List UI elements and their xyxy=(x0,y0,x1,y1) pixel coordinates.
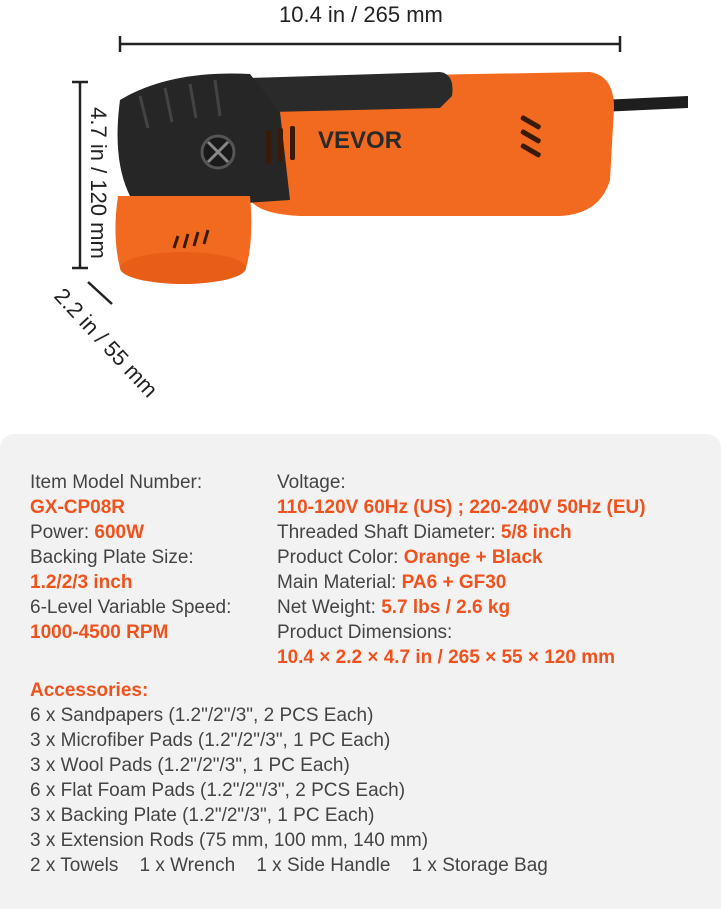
shaft-diameter-label: Threaded Shaft Diameter: xyxy=(277,522,501,543)
accessory-item: 6 x Sandpapers (1.2"/2"/3", 2 PCS Each) xyxy=(30,705,374,726)
backing-plate-label: Backing Plate Size: xyxy=(30,547,194,568)
product-photo xyxy=(0,0,721,430)
product-dimensions-value: 10.4 × 2.2 × 4.7 in / 265 × 55 × 120 mm xyxy=(277,647,616,668)
product-dimensions-label: Product Dimensions: xyxy=(277,622,453,643)
shaft-diameter-spec xyxy=(277,521,572,545)
main-material-spec xyxy=(277,571,506,595)
net-weight-spec xyxy=(277,596,510,620)
model-number-label: Item Model Number: xyxy=(30,472,203,493)
accessory-item: 3 x Extension Rods (75 mm, 100 mm, 140 mm) xyxy=(30,830,429,851)
variable-speed-label: 6-Level Variable Speed: xyxy=(30,597,232,618)
brand-logo: VEVOR xyxy=(318,127,403,154)
power-value: 600W xyxy=(94,522,145,543)
accessory-item: 3 x Backing Plate (1.2"/2"/3", 1 PC Each) xyxy=(30,805,375,826)
accessory-item: 6 x Flat Foam Pads (1.2"/2"/3", 2 PCS Each) xyxy=(30,780,406,801)
power-spec xyxy=(30,521,144,545)
shaft-diameter-value: 5/8 inch xyxy=(500,522,572,543)
main-material-label: Main Material: xyxy=(277,572,402,593)
height-dimension-label: 4.7 in / 120 mm xyxy=(85,107,111,259)
net-weight-value: 5.7 lbs / 2.6 kg xyxy=(381,597,511,618)
product-color-spec xyxy=(277,546,543,570)
length-dimension-label: 10.4 in / 265 mm xyxy=(279,2,443,27)
variable-speed-value: 1000-4500 RPM xyxy=(30,622,169,643)
product-color-value: Orange + Black xyxy=(403,547,543,568)
main-material-value: PA6 + GF30 xyxy=(401,572,507,593)
voltage-label: Voltage: xyxy=(277,472,346,493)
net-weight-label: Net Weight: xyxy=(277,597,382,618)
accessories-title: Accessories: xyxy=(30,680,149,701)
width-dimension-label: 2.2 in / 55 mm xyxy=(49,283,163,403)
backing-plate-value: 1.2/2/3 inch xyxy=(30,572,133,593)
power-label: Power: xyxy=(30,522,95,543)
voltage-value: 110-120V 60Hz (US) ; 220-240V 50Hz (EU) xyxy=(277,497,646,518)
accessory-item: 3 x Microfiber Pads (1.2"/2"/3", 1 PC Each) xyxy=(30,730,391,751)
product-color-label: Product Color: xyxy=(277,547,404,568)
accessory-item: 2 x Towels 1 x Wrench 1 x Side Handle 1 x Storage Bag xyxy=(30,855,548,876)
model-number-value: GX-CP08R xyxy=(30,497,126,518)
accessory-item: 3 x Wool Pads (1.2"/2"/3", 1 PC Each) xyxy=(30,755,350,776)
